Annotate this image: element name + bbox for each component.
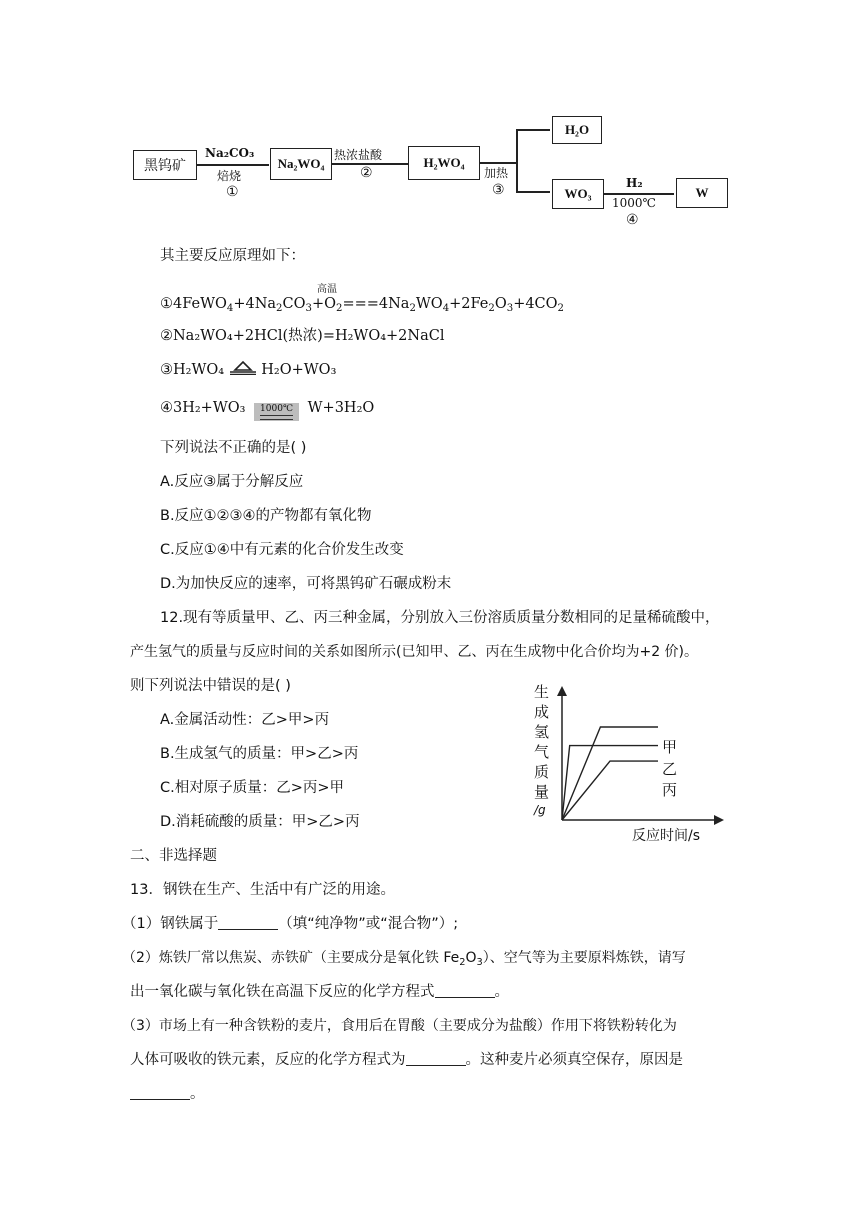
- hydrogen-chart: [528, 680, 738, 848]
- reaction-4-condition: 1000℃: [260, 404, 294, 414]
- na2wo4-label: Na₂WO₄: [277, 156, 325, 171]
- q13-title: 13．钢铁在生产、生活中有广泛的用途。: [130, 882, 395, 898]
- w-label: W: [695, 185, 709, 200]
- reaction-4-condition-badge: [254, 403, 299, 421]
- reaction-1: $①4FeWO_4+4Na_2CO_3+O_2===4Na_2WO_4+2Fe_2O_3+4CO_2$: [160, 296, 564, 314]
- q13-part-2-line-2: 出一氧化碳与氧化铁在高温下反应的化学方程式 。: [130, 984, 509, 1000]
- q11-prompt: 下列说法不正确的是( ): [160, 440, 307, 456]
- answer-blank[interactable]: [406, 1051, 466, 1066]
- series-label-bing: 丙: [662, 781, 678, 799]
- arrow-4: [604, 193, 674, 195]
- q11-option-c: C.反应①④中有元素的化合价发生改变: [160, 542, 404, 558]
- reaction-1-condition: 高温: [317, 284, 337, 295]
- h2wo4-box: [408, 146, 480, 180]
- x-axis-arrow-icon: [714, 815, 724, 825]
- q13-part-3-line-1: （3）市场上有一种含铁粉的麦片，食用后在胃酸（主要成分为盐酸）作用下将铁粉转化为: [122, 1018, 677, 1034]
- step-2: ②: [360, 165, 373, 181]
- na2wo4-box: [270, 148, 332, 180]
- y-label-char: 氢: [534, 723, 550, 741]
- series-line-1: [562, 746, 658, 820]
- h2o-box: [552, 116, 602, 144]
- heat-triangle-icon: [229, 361, 257, 375]
- h2wo4-label: H₂WO₄: [423, 155, 465, 170]
- y-label-char: /g: [534, 803, 546, 817]
- q11-option-d: D.为加快反应的速率，可将黑钨矿石碾成粉末: [160, 576, 452, 592]
- chart-plot: [528, 680, 738, 848]
- answer-blank[interactable]: [218, 915, 278, 930]
- series-label-jia: 甲: [662, 738, 678, 756]
- branch-bottom: [516, 191, 550, 193]
- na2co3-label: Na₂CO₃: [205, 146, 255, 160]
- q12-line-2: 产生氢气的质量与反应时间的关系如图所示(已知甲、乙、丙在生成物中化合价均为+2 价)。: [130, 644, 699, 660]
- step-1: ①: [226, 184, 239, 200]
- temp-label: 1000℃: [612, 196, 656, 210]
- q11-option-a: A.反应③属于分解反应: [160, 474, 304, 490]
- heat-label: 加热: [484, 166, 509, 180]
- ore-label: 黑钨矿: [144, 158, 186, 174]
- branch-vertical: [516, 129, 518, 192]
- hot-hcl-label: 热浓盐酸: [334, 148, 383, 162]
- reaction-4: ④3H₂+WO₃ 1000℃ W+3H₂O: [160, 398, 374, 421]
- step-4: ④: [626, 212, 639, 228]
- wo3-label: WO₃: [564, 186, 592, 201]
- q12-line-3: 则下列说法中错误的是( ): [130, 678, 291, 694]
- q13-part-1: （1）钢铁属于 （填“纯净物”或“混合物”）;: [122, 916, 459, 932]
- y-axis-arrow-icon: [557, 686, 567, 696]
- y-label-char: 质: [534, 763, 550, 781]
- ore-box: [133, 150, 197, 180]
- series-line-2: [562, 761, 658, 820]
- q12-option-a: A.金属活动性：乙>甲>丙: [160, 712, 330, 728]
- h2-label: H₂: [626, 176, 643, 190]
- w-box: [676, 178, 728, 208]
- x-axis-label: 反应时间/s: [632, 828, 701, 844]
- branch-top: [516, 129, 550, 131]
- reaction-3: ③H₂WO₄ H₂O+WO₃: [160, 362, 337, 378]
- q12-option-c: C.相对原子质量：乙>丙>甲: [160, 780, 345, 796]
- answer-blank[interactable]: [130, 1085, 190, 1100]
- answer-blank[interactable]: [435, 983, 495, 998]
- q13-part-3-line-3: 。: [130, 1084, 205, 1104]
- intro-text: 其主要反应原理如下：: [160, 248, 305, 264]
- roast-label: 焙烧: [217, 169, 242, 183]
- y-label-char: 成: [534, 703, 550, 721]
- step-3: ③: [492, 182, 505, 198]
- q13-part-2-line-1: （2）炼铁厂常以焦炭、赤铁矿（主要成分是氧化铁 $Fe_2O_3$）、空气等为主要原料炼铁，请写: [122, 950, 686, 968]
- q13-part-3-line-2: 人体可吸收的铁元素，反应的化学方程式为 。这种麦片必须真空保存，原因是: [130, 1052, 683, 1068]
- q12-line-1: 12.现有等质量甲、乙、丙三种金属，分别放入三份溶质质量分数相同的足量稀硫酸中，: [160, 610, 720, 626]
- wo3-box: [552, 179, 604, 209]
- h2o-label: H₂O: [564, 122, 590, 137]
- q12-option-b: B.生成氢气的质量：甲>乙>丙: [160, 746, 359, 762]
- arrow-1: [197, 164, 269, 166]
- y-label-char: 量: [534, 783, 550, 801]
- y-label-char: 生: [534, 683, 550, 701]
- series-label-yi: 乙: [662, 760, 678, 778]
- section-2-heading: 二、非选择题: [130, 848, 217, 864]
- reaction-2: ②Na₂WO₄+2HCl(热浓)=H₂WO₄+2NaCl: [160, 328, 445, 344]
- series-line-0: [562, 727, 658, 820]
- y-label-char: 气: [534, 743, 550, 761]
- q11-option-b: B.反应①②③④的产物都有氧化物: [160, 508, 372, 524]
- q12-option-d: D.消耗硫酸的质量：甲>乙>丙: [160, 814, 360, 830]
